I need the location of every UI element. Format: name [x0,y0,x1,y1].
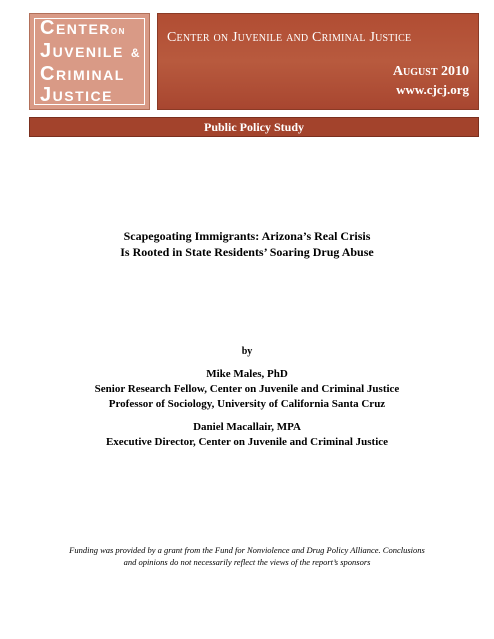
policy-study-label: Public Policy Study [203,120,304,134]
header-band [157,13,479,110]
logo-line-4 [40,85,144,106]
logo-frame [34,18,145,105]
logo-text-on: on [110,22,126,37]
byline-by: by [241,346,253,357]
logo-line-2 [40,41,144,64]
logo-text-juvenile: Juvenile [40,39,124,62]
logo-text-center: Center [40,16,111,39]
cjcj-logo [29,13,150,110]
author-name: Mike Males, PhD [206,368,288,380]
logo-line-1 [40,18,144,41]
author-block-1 [0,367,494,412]
publication-date: August 2010 [392,64,469,79]
logo-line-3 [40,64,144,85]
funding-note-line-2: and opinions do not necessarily reflect the views of the report’s sponsors [123,557,371,567]
report-title-line-1: Scapegoating Immigrants: Arizona’s Real Crisis [123,229,371,243]
policy-study-band [29,117,479,137]
author-role: Senior Research Fellow, Center on Juvenile and Criminal Justice [94,383,400,395]
logo-text-justice: Justice [40,83,113,106]
funding-note-line-1: Funding was provided by a grant from the Fund for Nonviolence and Drug Policy Alliance. Conclusions [69,545,425,555]
author-role: Executive Director, Center on Juvenile and Criminal Justice [105,436,389,448]
website-url: www.cjcj.org [396,82,469,97]
author-name: Daniel Macallair, MPA [193,421,301,433]
organization-title: Center on Juvenile and Criminal Justice [167,30,412,45]
logo-text-ampersand: & [130,45,142,60]
logo-text-criminal: Criminal [40,62,125,85]
funding-note [0,544,494,568]
author-block-2 [0,420,494,450]
report-title-line-2: Is Rooted in State Residents’ Soaring Drug Abuse [120,245,374,259]
report-title [0,228,494,260]
author-role: Professor of Sociology, University of California Santa Cruz [108,398,386,410]
